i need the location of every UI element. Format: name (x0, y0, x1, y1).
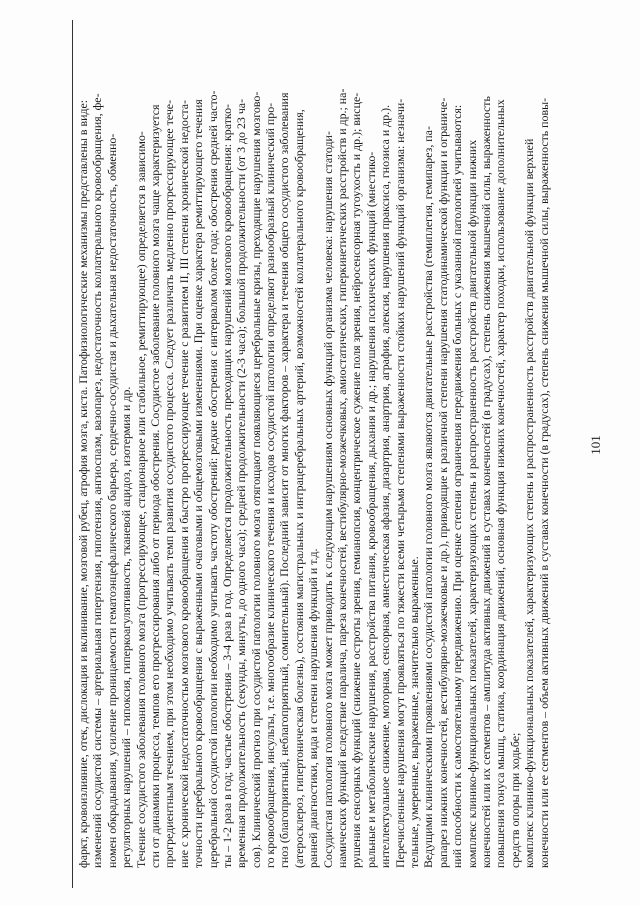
text-line: ранней диагностики, вида и степени нарушения функций и т.д. (306, 548, 321, 868)
text-line: Сосудистая патология головного мозга может приводить к следующим нарушениям основных функций организма человека: нарушения статоди- (320, 131, 335, 868)
text-line: номен обкрадывания, усиление проницаемости гематоэнцефалического барьера, сердечно-сосудистая и дыхательная недостаточность, обменно- (104, 133, 119, 868)
text-line: интеллектуальное снижение, моторная, сенсорная, амнестическая афазия, дизартрия, анартрия, аграфия, алексия, нарушения праксиса, гнозиса и др.). (378, 104, 393, 868)
page-number: 101 (587, 435, 603, 455)
text-line: конечности или ее сегментов – объем активных движений в суставах конечности (в градусах), степень снижения мышечной силы, выраженность повы- (536, 97, 551, 868)
text-line: ние с хронической недостаточностью мозгового кровообращения и быстро прогрессирующее течение с развитием II, III степени хронической недоста- (176, 99, 191, 868)
text-line: тельные, умеренные, выраженные, значительно выраженные. (406, 556, 421, 868)
text-line: церебральной сосудистой патологии необходимо учитывать частоту обострений: редкие обострения с интервалом более года; обострения средней часто- (205, 90, 220, 868)
text-line: точности церебрального кровообращения с выраженными очаговыми и общемозговыми изменениями. При оценке характера ремиттирующего течения (191, 99, 206, 868)
text-line: прогредиентным течением, при этом необходимо учитывать темп развития сосудистого процесса. Следует различать медленно прогрессирующее тече- (162, 99, 177, 868)
text-line: рушения сенсорных функций (снижение остроты зрения, гемианопсия, концентрическое сужение поля зрения, нейросенсорная тугоухость и др.); висце- (349, 92, 364, 868)
text-line: Перечисленные нарушения могут проявляться по тяжести всеми четырьмя степенями выраженности стойких нарушений функций организма: незначи- (392, 98, 407, 868)
text-line: регуляторных нарушений – гипоксия, гиперкоагулятивность, тканевой ацидоз, изотермия и др. (119, 386, 134, 868)
text-line: комплекс клинико-функциональных показателей, характеризующих степень и распространенность расстройств двигательной функции верхней (522, 138, 537, 868)
text-line: гноз (благоприятный, неблагоприятный, сомнительный). Последний зависит от многих факторов – характера и течения общего сосудистого заболевания (277, 92, 292, 868)
text-line: го кровообращения, инсульты, т.е. многообразие клинического течения и исходов сосудистой патологии определяют разнообразный клинический про- (263, 102, 278, 868)
text-line: (атеросклероз, гипертоническая болезнь), состояния магистральных и интрацеребральных артерий, возможностей коллатерального кровообращения, (291, 109, 306, 868)
text-line: Течение сосудистого заболевания головного мозга (прогрессирующее, стационарное или стабильное, ремиттирующее) определяется в зависимо- (133, 131, 148, 868)
text-line: изменений сосудистой системы – артериальная гипертензия, гипотензия, ангиоспазм, вазопарез, недостаточность коллатерального кровообращения, фе- (90, 93, 105, 868)
text-line: ты – 1-2 раза в год; частые обострения – 3-4 раза в год. Определяется продолжительность преходящих нарушений мозгового кровообращения: кратко- (219, 104, 234, 868)
text-line: сти от динамики процесса, темпов его прогрессирования либо от периода обострения. Сосудистое заболевание головного мозга чаще характеризуется (147, 104, 162, 868)
rotated-text-block (76, 18, 558, 868)
text-line: намических функций вследствие паралича, пареза конечностей, вестибулярно-мозжечковых, амиостатических, гиперкинетических расстройств и др.; на- (335, 88, 350, 868)
text-line: средств опоры при ходьбе; (507, 732, 522, 868)
text-line: повышения тонуса мышц, статика, координация движений, основная функция нижних конечностей, характер походки, использование дополнительных (493, 99, 508, 868)
text-line: временная продолжительность (секунды, минуты, до одного часа); средней продолжительности (2-3 часа); большой продолжительности (от 3 до 23 ча- (234, 98, 249, 868)
text-line: Ведущими клиническими проявлениями сосудистой патологии головного мозга являются двигательные расстройства (гемиплегия, гемипарез, па- (421, 126, 436, 868)
page-edge-line (72, 20, 73, 888)
text-line: сов). Клинический прогноз при сосудистой патологии головного мозга отягощают появляющиеся церебральные кризы, преходящие нарушения мозгово- (248, 91, 263, 868)
text-line: рапарез нижних конечностей, вестибулярно-мозжечковые и др.), приводящие к различной степени нарушения статодинамической функции и ограниче- (435, 97, 450, 868)
text-line: ральные и метаболические нарушения, расстройства питания, кровообращения, дыхания и др.; нарушения психических функций (мнестико- (363, 151, 378, 868)
text-line: конечностей или их сегментов – амплитуда активных движений в суставах конечностей (в градусах), степень снижения мышечной силы, выраженность (478, 96, 493, 868)
text-line: комплекс клинико-функциональных показателей, характеризующих степень и распространенность расстройств двигательной функции нижних (464, 139, 479, 868)
text-line: ний способности к самостоятельному передвижению. При оценке степени ограничения передвижения больных с указанной патологией учитываются: (450, 104, 465, 868)
text-line: фаркт, кровоизлияние, отек, дислокация и вклинивание, мозговой рубец, атрофия мозга, киста. Патофизиологические механизмы представлены в виде: (76, 99, 90, 868)
